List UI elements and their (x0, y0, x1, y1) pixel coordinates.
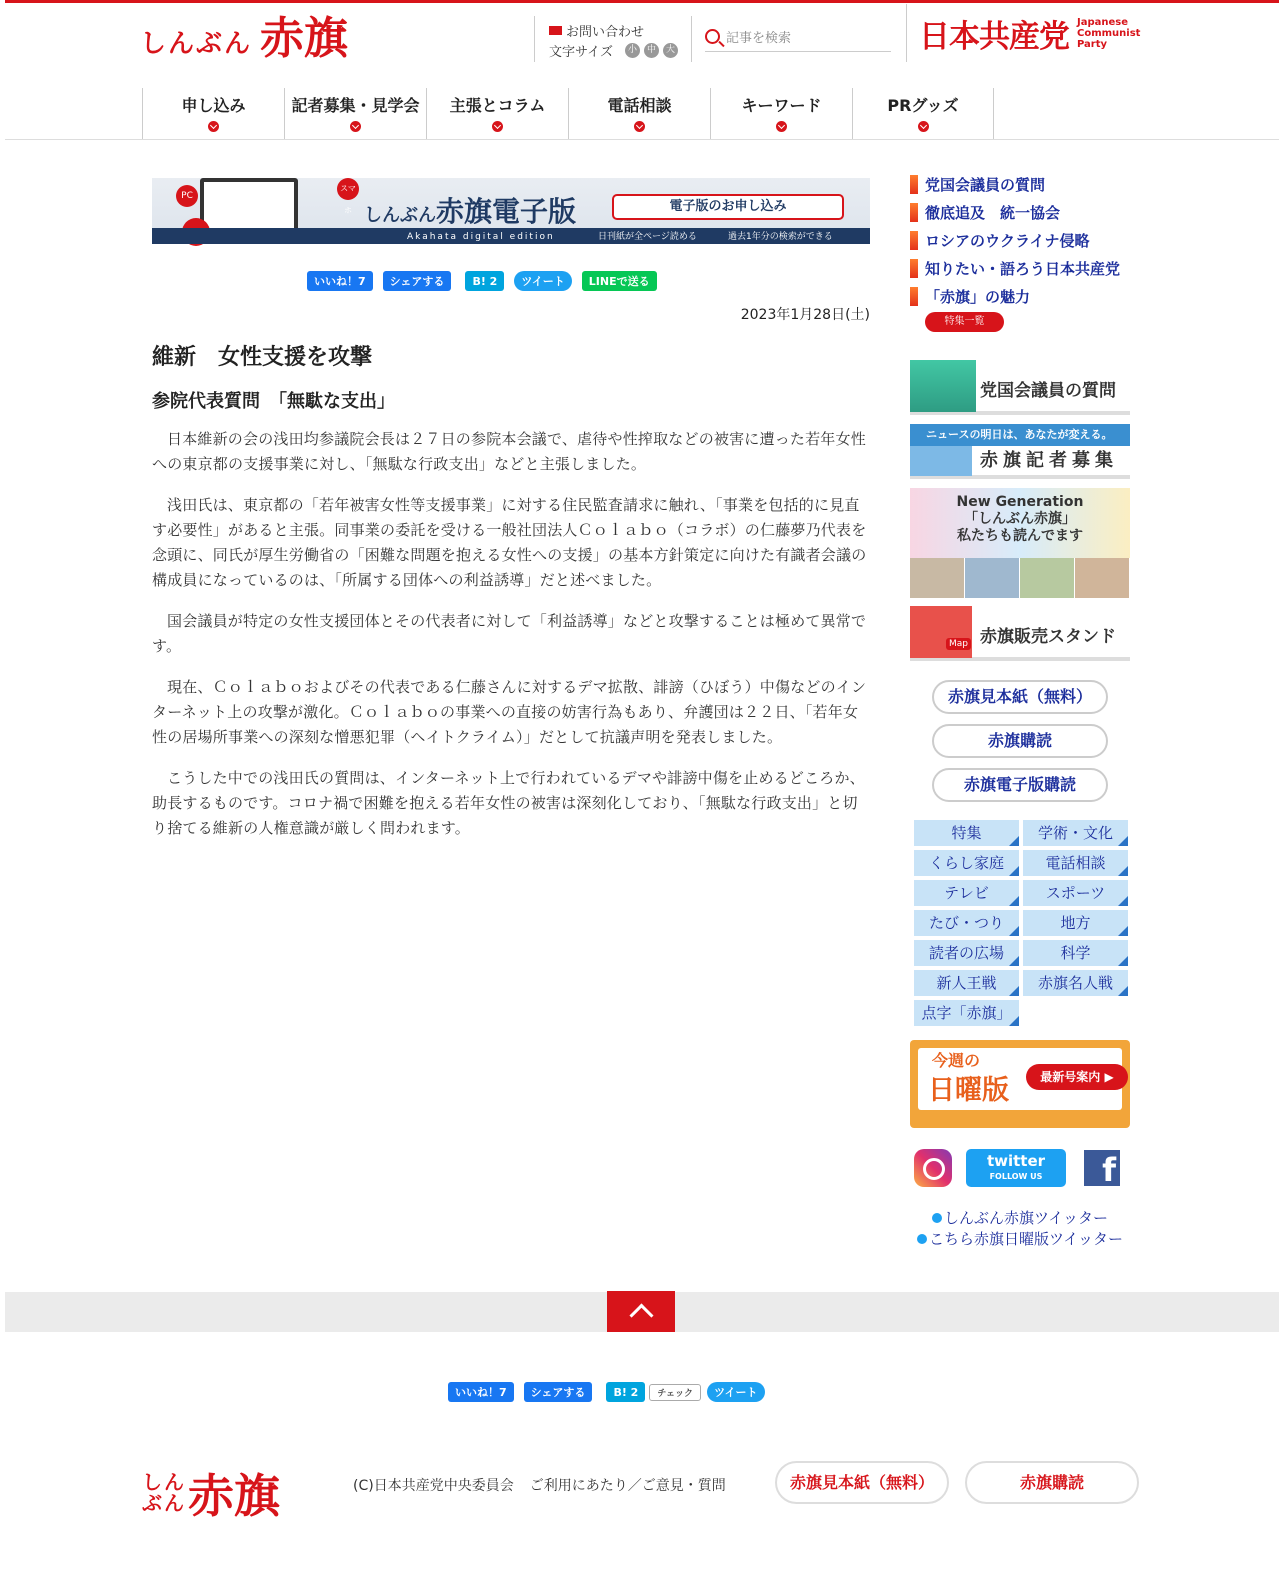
category-link[interactable]: 点字「赤旗」 (914, 1000, 1019, 1026)
footer-logo[interactable] (142, 1460, 280, 1526)
bullet-icon (932, 1213, 942, 1223)
category-link[interactable]: くらし家庭 (914, 850, 1019, 876)
terms-link[interactable]: ご利用にあたり／ご意見・質問 (529, 1478, 726, 1494)
logo-small-text: しんぶん (140, 29, 253, 59)
reader-photos (910, 558, 1130, 598)
tablet-badge: ト (182, 218, 210, 246)
sunday-edition-banner[interactable] (910, 1040, 1130, 1128)
nav-label: 記者募集・見学会 (291, 96, 420, 115)
new-generation-line: 私たちも読んでます (957, 528, 1083, 544)
font-size-label: 文字サイズ (549, 44, 613, 60)
digital-apply-button[interactable]: 電子版のお申し込み (612, 194, 844, 220)
banner-title-big: 赤旗電子版 (436, 195, 577, 228)
nav-item-opinion[interactable] (426, 88, 568, 140)
twitter-follow-icon[interactable] (966, 1149, 1066, 1187)
mail-icon (549, 26, 562, 35)
feature-label: 党国会議員の質問 (925, 175, 1046, 194)
font-size-small-button[interactable]: 小 (625, 43, 640, 58)
category-link[interactable]: 読者の広場 (914, 940, 1019, 966)
twitter-link[interactable] (910, 1229, 1130, 1250)
utility-box (534, 16, 692, 62)
article-paragraph: 浅田氏は、東京都の「若年被害女性等支援事業」に対する住民監査請求に触れ、「事業を包括的に見直す必要性」があると主張。同事業の委託を受ける一般社団法人Ｃｏｌａｂｏ（コラボ）の仁藤夢乃代表を念頭に、同氏が厚生労働省の「困難な問題を抱える女性への支援」の基本方針策定に向けた有識者会議の構成員になっているのは、「所属する団体への利益誘導」だと述べました。 (152, 496, 867, 589)
nav-item-goods[interactable] (852, 88, 994, 140)
map-icon (910, 606, 972, 658)
nav-item-apply[interactable] (142, 88, 284, 140)
hatena-bookmark-button[interactable]: B! 2 (606, 1382, 645, 1402)
chevron-down-icon (208, 121, 219, 132)
feature-link[interactable] (910, 170, 1130, 198)
social-buttons-bottom (448, 1382, 765, 1402)
nav-item-phone[interactable] (568, 88, 710, 140)
nav-label: 申し込み (181, 96, 246, 115)
map-badge: Map (946, 638, 971, 650)
newspaper-image (910, 446, 972, 476)
banner-note-2: 過去1年分の検索ができる (728, 232, 833, 242)
top-accent-line (5, 0, 1279, 3)
sunday-label-top: 今週の (932, 1051, 981, 1070)
feature-label: 「赤旗」の魅力 (925, 287, 1031, 306)
facebook-like-button[interactable]: いいね！7 (307, 271, 373, 291)
twitter-link-label: こちら赤旗日曜版ツイッター (929, 1230, 1123, 1248)
feature-label: ロシアのウクライナ侵略 (925, 231, 1090, 250)
feature-link[interactable] (910, 198, 1130, 226)
twitter-link-label: しんぶん赤旗ツイッター (944, 1209, 1108, 1227)
feature-link[interactable] (910, 254, 1130, 282)
reader-photo (965, 558, 1020, 598)
twitter-follow-text: FOLLOW US (989, 1172, 1043, 1181)
digital-edition-banner[interactable] (152, 178, 870, 264)
new-generation-banner[interactable] (910, 488, 1130, 598)
nav-item-keyword[interactable] (710, 88, 852, 140)
logo-big-text: 赤旗 (260, 13, 349, 64)
category-grid (914, 820, 1130, 1026)
facebook-share-button[interactable]: シェアする (383, 271, 452, 291)
back-to-top-button[interactable] (607, 1291, 675, 1332)
facebook-icon[interactable]: f (1084, 1150, 1120, 1186)
chevron-down-icon (492, 121, 503, 132)
sunday-label-big: 日曜版 (928, 1075, 1009, 1106)
hatena-bookmark-button[interactable]: B! 2 (465, 271, 504, 291)
sns-icons (914, 1149, 1120, 1187)
reporter-banner-tagline: ニュースの明日は、あなたが変える。 (910, 424, 1130, 446)
footer-subscribe-button[interactable]: 赤旗購読 (965, 1461, 1139, 1504)
mixi-check-button[interactable]: チェック (649, 1384, 701, 1401)
free-sample-button[interactable]: 赤旗見本紙（無料） (932, 680, 1108, 714)
chevron-down-icon (918, 121, 929, 132)
bullet-icon (917, 1234, 927, 1244)
copyright-text: (C)日本共産党中央委員会 (353, 1478, 514, 1494)
party-name-en: Japanese Communist Party (1077, 16, 1141, 50)
banner-subtitle: Akahata digital edition (407, 232, 555, 242)
article-paragraph: こうした中での浅田氏の質問は、インターネット上で行われているデマや誹謗中傷を止めるどころか、助長するものです。コロナ禍で困難を抱える若年女性の被害は深刻化しており、「無駄な行政支出」と切り捨てる維新の人権意識が厳しく問われます。 (152, 769, 865, 837)
article-body (152, 340, 870, 857)
twitter-word: twitter (986, 1152, 1046, 1170)
twitter-link[interactable] (910, 1208, 1130, 1229)
font-size-medium-button[interactable]: 中 (644, 43, 659, 58)
article-subtitle: 参院代表質問 「無駄な支出」 (152, 391, 395, 412)
nav-divider (5, 139, 1279, 140)
contact-label: お問い合わせ (566, 24, 645, 40)
reader-photo (1020, 558, 1075, 598)
category-link[interactable]: 学術・文化 (1023, 820, 1128, 846)
article-paragraph: 現在、Ｃｏｌａｂｏおよびその代表である仁藤さんに対するデマ拡散、誹謗（ひぼう）中傷などのインターネット上の攻撃が激化。Ｃｏｌａｂｏの事業への直接の妨害行為もあり、弁護団は２２日、「若年女性の居場所事業への深刻な憎悪犯罪（ヘイトクライム）」だとして抗議声明を発表しました。 (152, 678, 867, 746)
article-date: 2023年1月28日(土) (740, 307, 870, 323)
bullet-bar (910, 287, 918, 306)
search-icon[interactable] (705, 29, 720, 44)
nav-label: キーワード (741, 96, 822, 115)
nav-label: 電話相談 (607, 96, 672, 115)
party-name: 日本共産党 (919, 18, 1069, 55)
sales-stand-banner[interactable] (910, 606, 1130, 661)
reporter-recruit-banner[interactable] (910, 424, 1130, 479)
feature-link[interactable] (910, 282, 1130, 310)
new-generation-text (910, 494, 1130, 545)
chevron-down-icon (776, 121, 787, 132)
category-link[interactable]: 新人王戦 (914, 970, 1019, 996)
article-paragraph: 日本維新の会の浅田均参議院会長は２７日の参院本会議で、虐待や性搾取などの被害に遭った若年女性への東京都の支援事業に対し、「無駄な行政支出」などと主張しました。 (152, 430, 866, 473)
category-link[interactable]: スポーツ (1023, 880, 1128, 906)
chevron-down-icon (634, 121, 645, 132)
new-generation-line: 「しんぶん赤旗」 (964, 511, 1076, 527)
tweet-button[interactable]: ツイート (707, 1382, 764, 1402)
category-link[interactable]: テレビ (914, 880, 1019, 906)
latest-issue-button[interactable]: 最新号案内 ▶ (1026, 1064, 1128, 1090)
footer-logo-big: 赤旗 (188, 1469, 280, 1523)
pc-badge: PC (176, 185, 198, 207)
instagram-icon[interactable] (914, 1149, 952, 1187)
bullet-bar (910, 175, 918, 194)
nav-item-recruit[interactable] (284, 88, 426, 140)
nav-label: 主張とコラム (449, 96, 546, 115)
reader-photo (910, 558, 965, 598)
category-link[interactable]: 科学 (1023, 940, 1128, 966)
nav-label: PRグッズ (887, 96, 959, 115)
footer-free-sample-button[interactable]: 赤旗見本紙（無料） (775, 1461, 949, 1504)
search-input[interactable]: 記事を検索 (726, 31, 792, 46)
search-box[interactable] (705, 22, 891, 52)
site-logo[interactable] (140, 12, 348, 64)
bullet-bar (910, 231, 918, 250)
bullet-bar (910, 203, 918, 222)
tweet-button[interactable]: ツイート (514, 271, 571, 291)
jcp-logo[interactable] (906, 4, 1139, 62)
questions-banner-label: 党国会議員の質問 (980, 381, 1116, 401)
smartphone-badge: スマホ (337, 178, 359, 200)
diet-building-image (910, 360, 976, 412)
features-list-button[interactable]: 特集一覧 (925, 312, 1004, 332)
digital-subscribe-button[interactable]: 赤旗電子版購読 (932, 768, 1108, 802)
article-title: 維新 女性支援を攻撃 (152, 345, 373, 370)
questions-banner[interactable] (910, 360, 1130, 415)
social-buttons-top (307, 271, 657, 291)
category-link[interactable]: たび・つり (914, 910, 1019, 936)
banner-title-small: しんぶん (364, 205, 436, 226)
category-link[interactable]: 特集 (914, 820, 1019, 846)
banner-note-1: 日刊紙が全ページ読める (598, 232, 697, 242)
footer-logo-small: しんぶん (142, 1470, 186, 1515)
sales-stand-label: 赤旗販売スタンド (980, 627, 1116, 647)
chevron-down-icon (350, 121, 361, 132)
category-link[interactable]: 電話相談 (1023, 850, 1128, 876)
reader-photo (1075, 558, 1130, 598)
bullet-bar (910, 259, 918, 278)
twitter-links (910, 1208, 1130, 1250)
font-size-large-button[interactable]: 大 (663, 43, 678, 58)
feature-label: 徹底追及 統一協会 (925, 203, 1061, 222)
category-link[interactable]: 赤旗名人戦 (1023, 970, 1128, 996)
contact-link[interactable] (549, 20, 691, 40)
new-generation-line: New Generation (956, 494, 1084, 510)
line-share-button[interactable]: LINEで送る (582, 271, 657, 291)
banner-title (364, 190, 576, 230)
font-size-control (549, 40, 691, 60)
facebook-share-button[interactable]: シェアする (524, 1382, 593, 1402)
feature-link[interactable] (910, 226, 1130, 254)
main-nav (142, 88, 994, 140)
facebook-like-button[interactable]: いいね！7 (448, 1382, 514, 1402)
subscribe-button[interactable]: 赤旗購読 (932, 724, 1108, 758)
category-link[interactable]: 地方 (1023, 910, 1128, 936)
feature-list (910, 170, 1130, 310)
reporter-banner-label: 赤旗記者募集 (980, 450, 1118, 471)
feature-label: 知りたい・語ろう日本共産党 (925, 259, 1121, 278)
copyright (353, 1475, 726, 1495)
article-paragraph: 国会議員が特定の女性支援団体とその代表者に対して「利益誘導」などと攻撃することは極めて異常です。 (152, 612, 867, 655)
